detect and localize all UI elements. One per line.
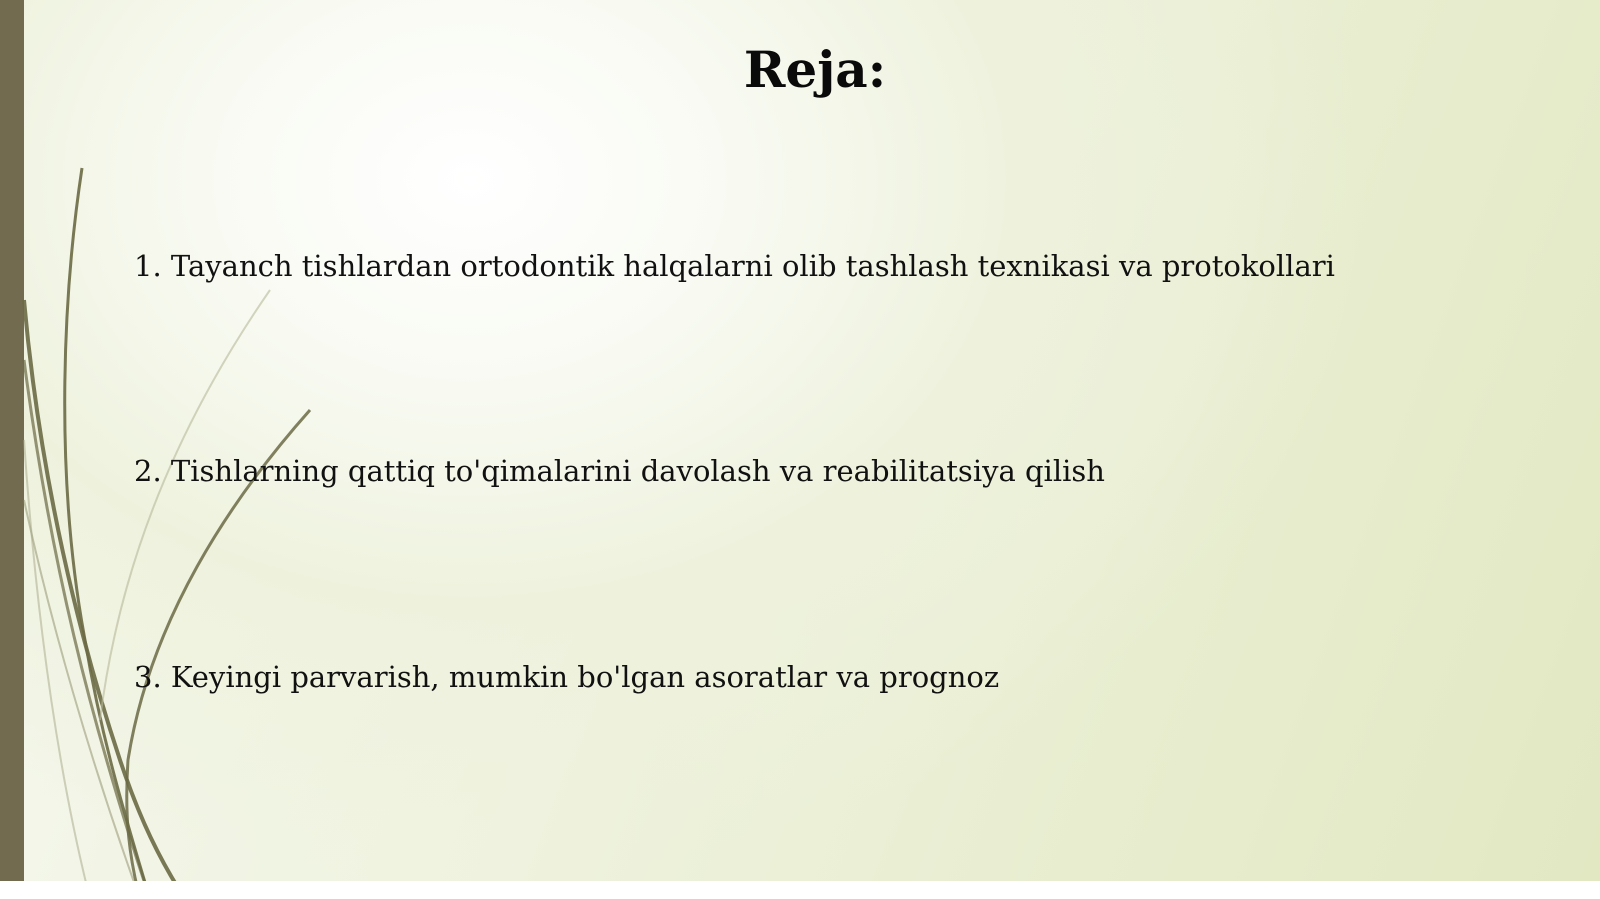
- grass-decoration: [0, 0, 340, 899]
- left-accent-bar: [0, 0, 24, 899]
- bottom-edge: [0, 881, 1600, 899]
- plan-item-3: 3. Keyingi parvarish, mumkin bo'lgan asoratlar va prognoz: [134, 660, 1000, 694]
- plan-item-2: 2. Tishlarning qattiq to'qimalarini davolash va reabilitatsiya qilish: [134, 454, 1105, 488]
- slide-title: Reja:: [743, 40, 887, 99]
- plan-item-1: 1. Tayanch tishlardan ortodontik halqalarni olib tashlash texnikasi va protokollari: [134, 249, 1335, 283]
